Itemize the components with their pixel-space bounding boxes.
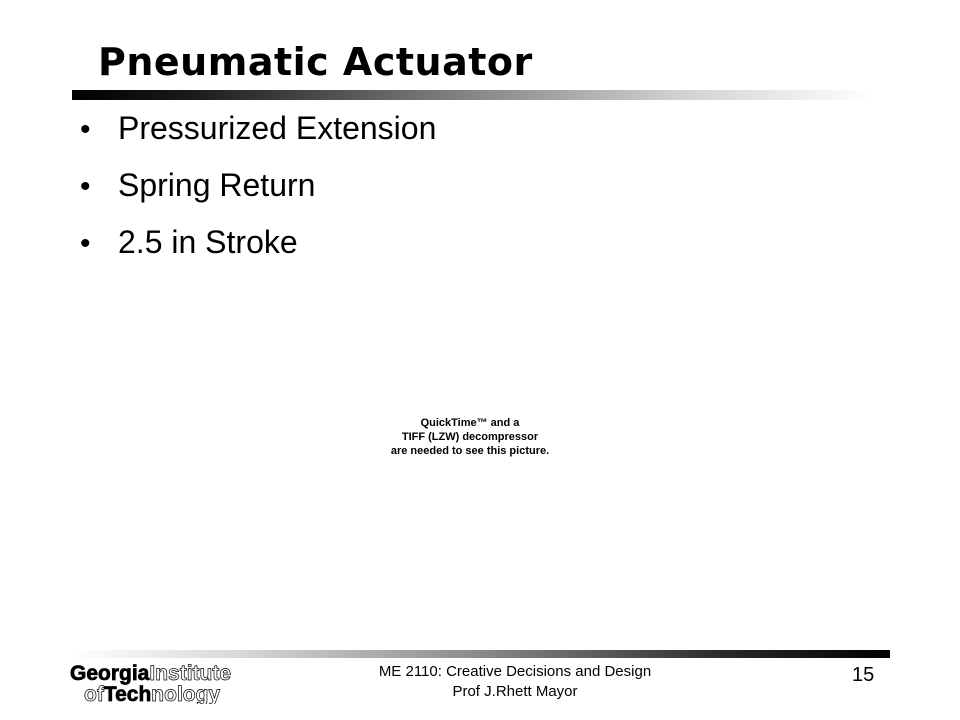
course-title: ME 2110: Creative Decisions and Design xyxy=(378,663,652,680)
logo-text: Georgia xyxy=(70,662,150,685)
author-name: Prof J.Rhett Mayor xyxy=(452,683,578,700)
image-placeholder xyxy=(378,416,562,458)
logo-text: Tech xyxy=(103,683,152,704)
bullet-item xyxy=(80,224,436,281)
bullet-text: 2.5 in Stroke xyxy=(118,224,298,260)
logo-text: of xyxy=(84,683,104,704)
georgia-tech-logo xyxy=(70,660,280,704)
bullet-list xyxy=(80,110,436,281)
logo-text: nology xyxy=(151,683,221,704)
bullet-text: Pressurized Extension xyxy=(118,110,437,146)
footer-bar xyxy=(72,650,890,658)
svg-text:ofTechnology xyxy=(84,683,220,704)
bullet-icon: • xyxy=(80,170,91,203)
footer-text xyxy=(340,662,690,702)
page-number: 15 xyxy=(852,664,875,686)
placeholder-line: are needed to see this picture. xyxy=(390,445,550,457)
placeholder-line: TIFF (LZW) decompressor xyxy=(401,431,539,443)
bullet-item xyxy=(80,167,436,224)
bullet-item xyxy=(80,110,436,167)
bullet-icon: • xyxy=(80,113,91,146)
slide-title: Pneumatic Actuator xyxy=(98,40,533,84)
bullet-icon: • xyxy=(80,227,91,260)
title-underline-bar xyxy=(72,90,872,100)
bullet-text: Spring Return xyxy=(118,167,316,203)
logo-text: Institute xyxy=(149,662,232,685)
placeholder-line: QuickTime™ and a xyxy=(420,417,520,429)
svg-text:GeorgiaInstitute xyxy=(70,662,231,685)
